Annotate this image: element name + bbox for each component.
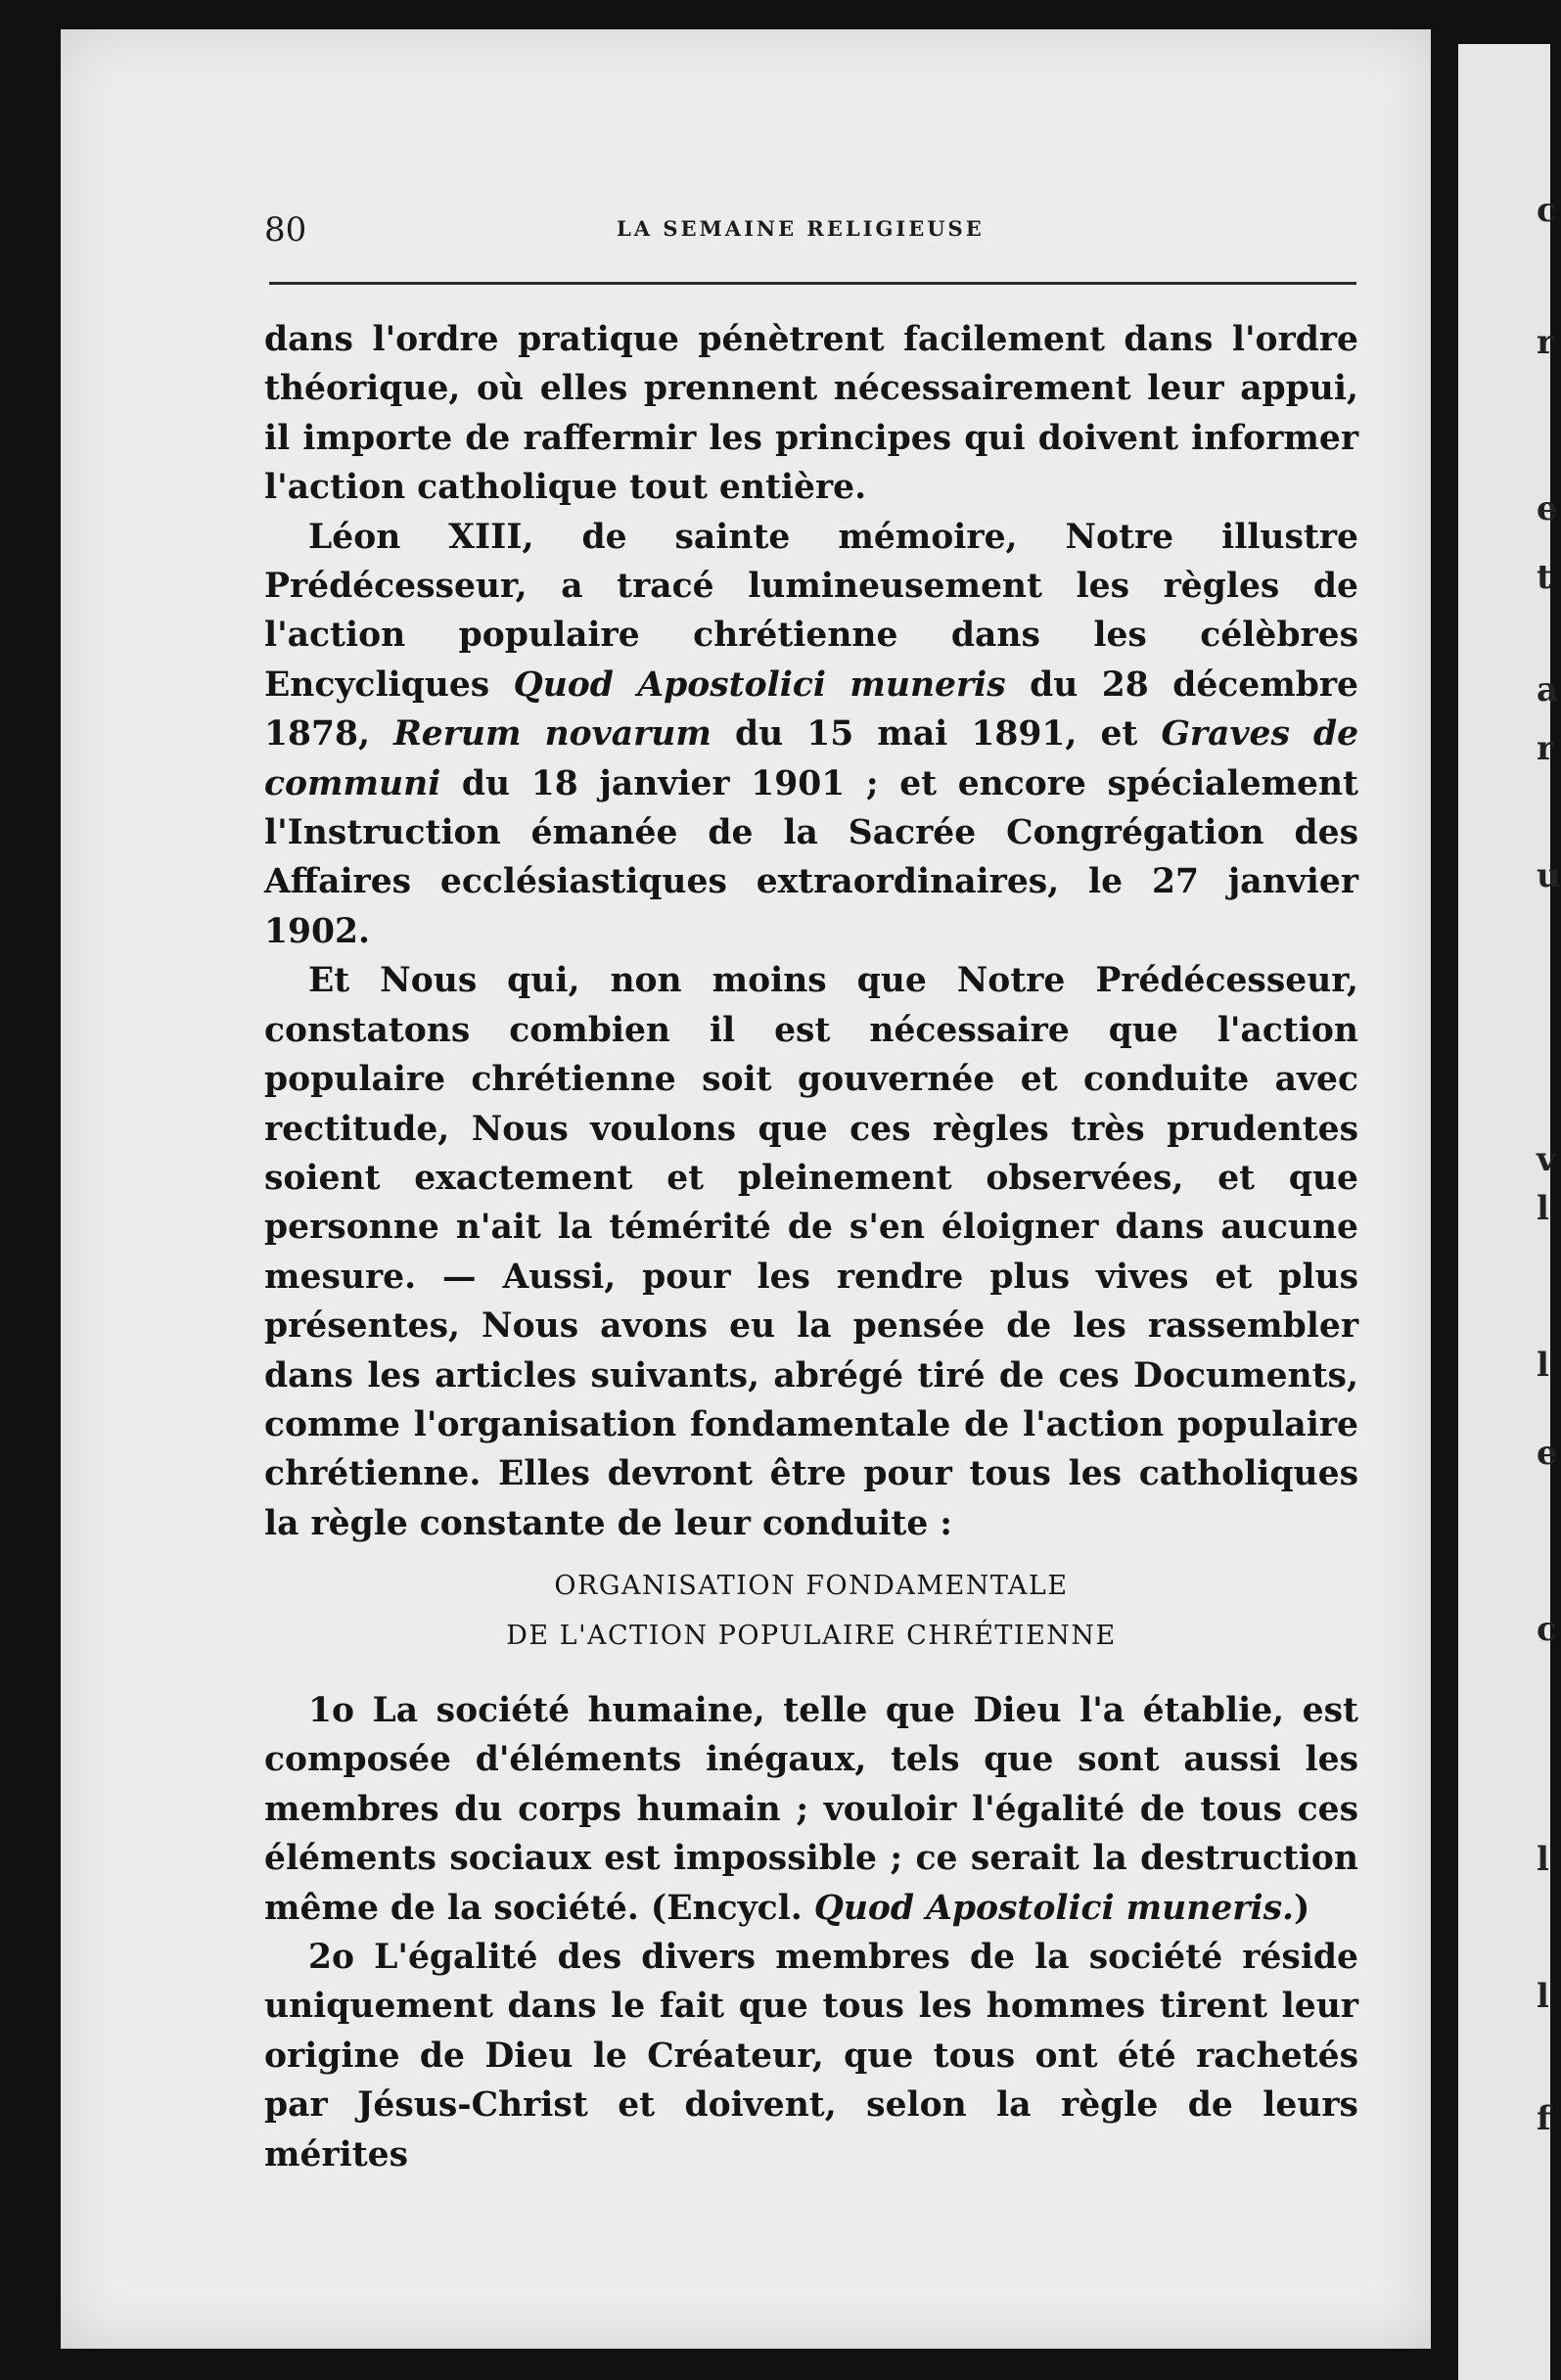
- paragraph-nous-qui: Et Nous qui, non moins que Notre Prédécesseur, constatons combien il est nécessaire que l'action populaire chrétienne soit gouvernée et conduite avec rectitude, Nous voulons que ces règles très prudentes soient exactement et pleinement observées, et que personne n'ait la témérité de s'en éloigner dans aucune mesure. — Aussi, pour les rendre plus vives et plus présentes, Nous avons eu la pensée de les rassembler dans les articles suivants, abrégé tiré de ces Documents, comme l'organisation fondamentale de l'action populaire chrétienne. Elles devront être pour tous les catholiques la règle constante de leur conduite :: [264, 961, 1358, 1543]
- text-run: du 15 mai 1891, et: [711, 714, 1162, 755]
- text-run: Léon XIII, de sainte mémoire, Notre illustre Prédécesseur, a tracé lumineusement les règles de l'action populaire chrétienne dans les célèbres Encycliques: [264, 517, 1358, 705]
- facing-page-letter: u: [1537, 856, 1561, 895]
- facing-page-edge: [1458, 44, 1561, 2380]
- text-run: ): [1294, 1888, 1310, 1928]
- page-number: 80: [264, 210, 307, 250]
- encyclical-title: Quod Apostolici muneris: [513, 664, 1006, 705]
- facing-page-letter: l: [1537, 1977, 1549, 2016]
- article-1: [264, 1686, 1358, 1933]
- facing-page-letter: t: [1537, 558, 1552, 597]
- header-rule: [269, 282, 1356, 285]
- journal-title: LA SEMAINE RELIGIEUSE: [617, 216, 985, 241]
- facing-page-letter: r: [1537, 323, 1554, 362]
- facing-page-letter: c: [1537, 191, 1557, 230]
- paragraph-leo-xiii: [264, 513, 1358, 957]
- text-block: [264, 315, 1358, 2179]
- encyclical-title: Graves de communi: [264, 714, 1359, 803]
- facing-page-letter: l: [1537, 1189, 1549, 1228]
- facing-page-letter: l: [1537, 1346, 1549, 1385]
- facing-page-letter: e: [1537, 489, 1558, 528]
- section-subheading: DE L'ACTION POPULAIRE CHRÉTIENNE: [506, 1620, 1117, 1651]
- facing-page-letter: f: [1537, 2099, 1551, 2138]
- encyclical-title: Rerum novarum: [393, 714, 712, 755]
- encyclical-title: Quod Apostolici muneris.: [813, 1888, 1295, 1928]
- article-2: 2o L'égalité des divers membres de la société réside uniquement dans le fait que tous les hommes tirent leur origine de Dieu le Créateur, que tous ont été rachetés par Jésus-Christ et doivent, selon la règle de leurs mérites: [264, 1938, 1358, 2174]
- text-run: du 28 décembre 1878,: [264, 664, 1358, 755]
- facing-page-letter: r: [1537, 729, 1554, 768]
- facing-page-letter: c: [1537, 1610, 1557, 1649]
- facing-page-letter: l: [1537, 1840, 1549, 1879]
- facing-page-letter: a: [1537, 670, 1559, 709]
- section-heading: ORGANISATION FONDAMENTALE: [554, 1571, 1069, 1602]
- facing-page-letter: e: [1537, 1434, 1558, 1473]
- running-head: [264, 210, 1366, 259]
- facing-page-letter: v: [1537, 1140, 1556, 1179]
- text-run: du 18 janvier 1901 ; et encore spécialement l'Instruction émanée de la Sacrée Congrégation des Affaires ecclésiastiques extraordinaires, le 27 janvier 1902.: [264, 763, 1358, 951]
- paragraph-continuation: dans l'ordre pratique pénètrent facilement dans l'ordre théorique, où elles prennent nécessairement leur appui, il importe de raffermir les principes qui doivent informer l'action catholique tout entière.: [264, 320, 1358, 508]
- text-run: 1o La société humaine, telle que Dieu l'a établie, est composée d'éléments inégaux, tels que sont aussi les membres du corps humain ; vouloir l'égalité de tous ces éléments sociaux est impossible ; ce serait la destruction même de la société. (Encycl.: [264, 1690, 1358, 1928]
